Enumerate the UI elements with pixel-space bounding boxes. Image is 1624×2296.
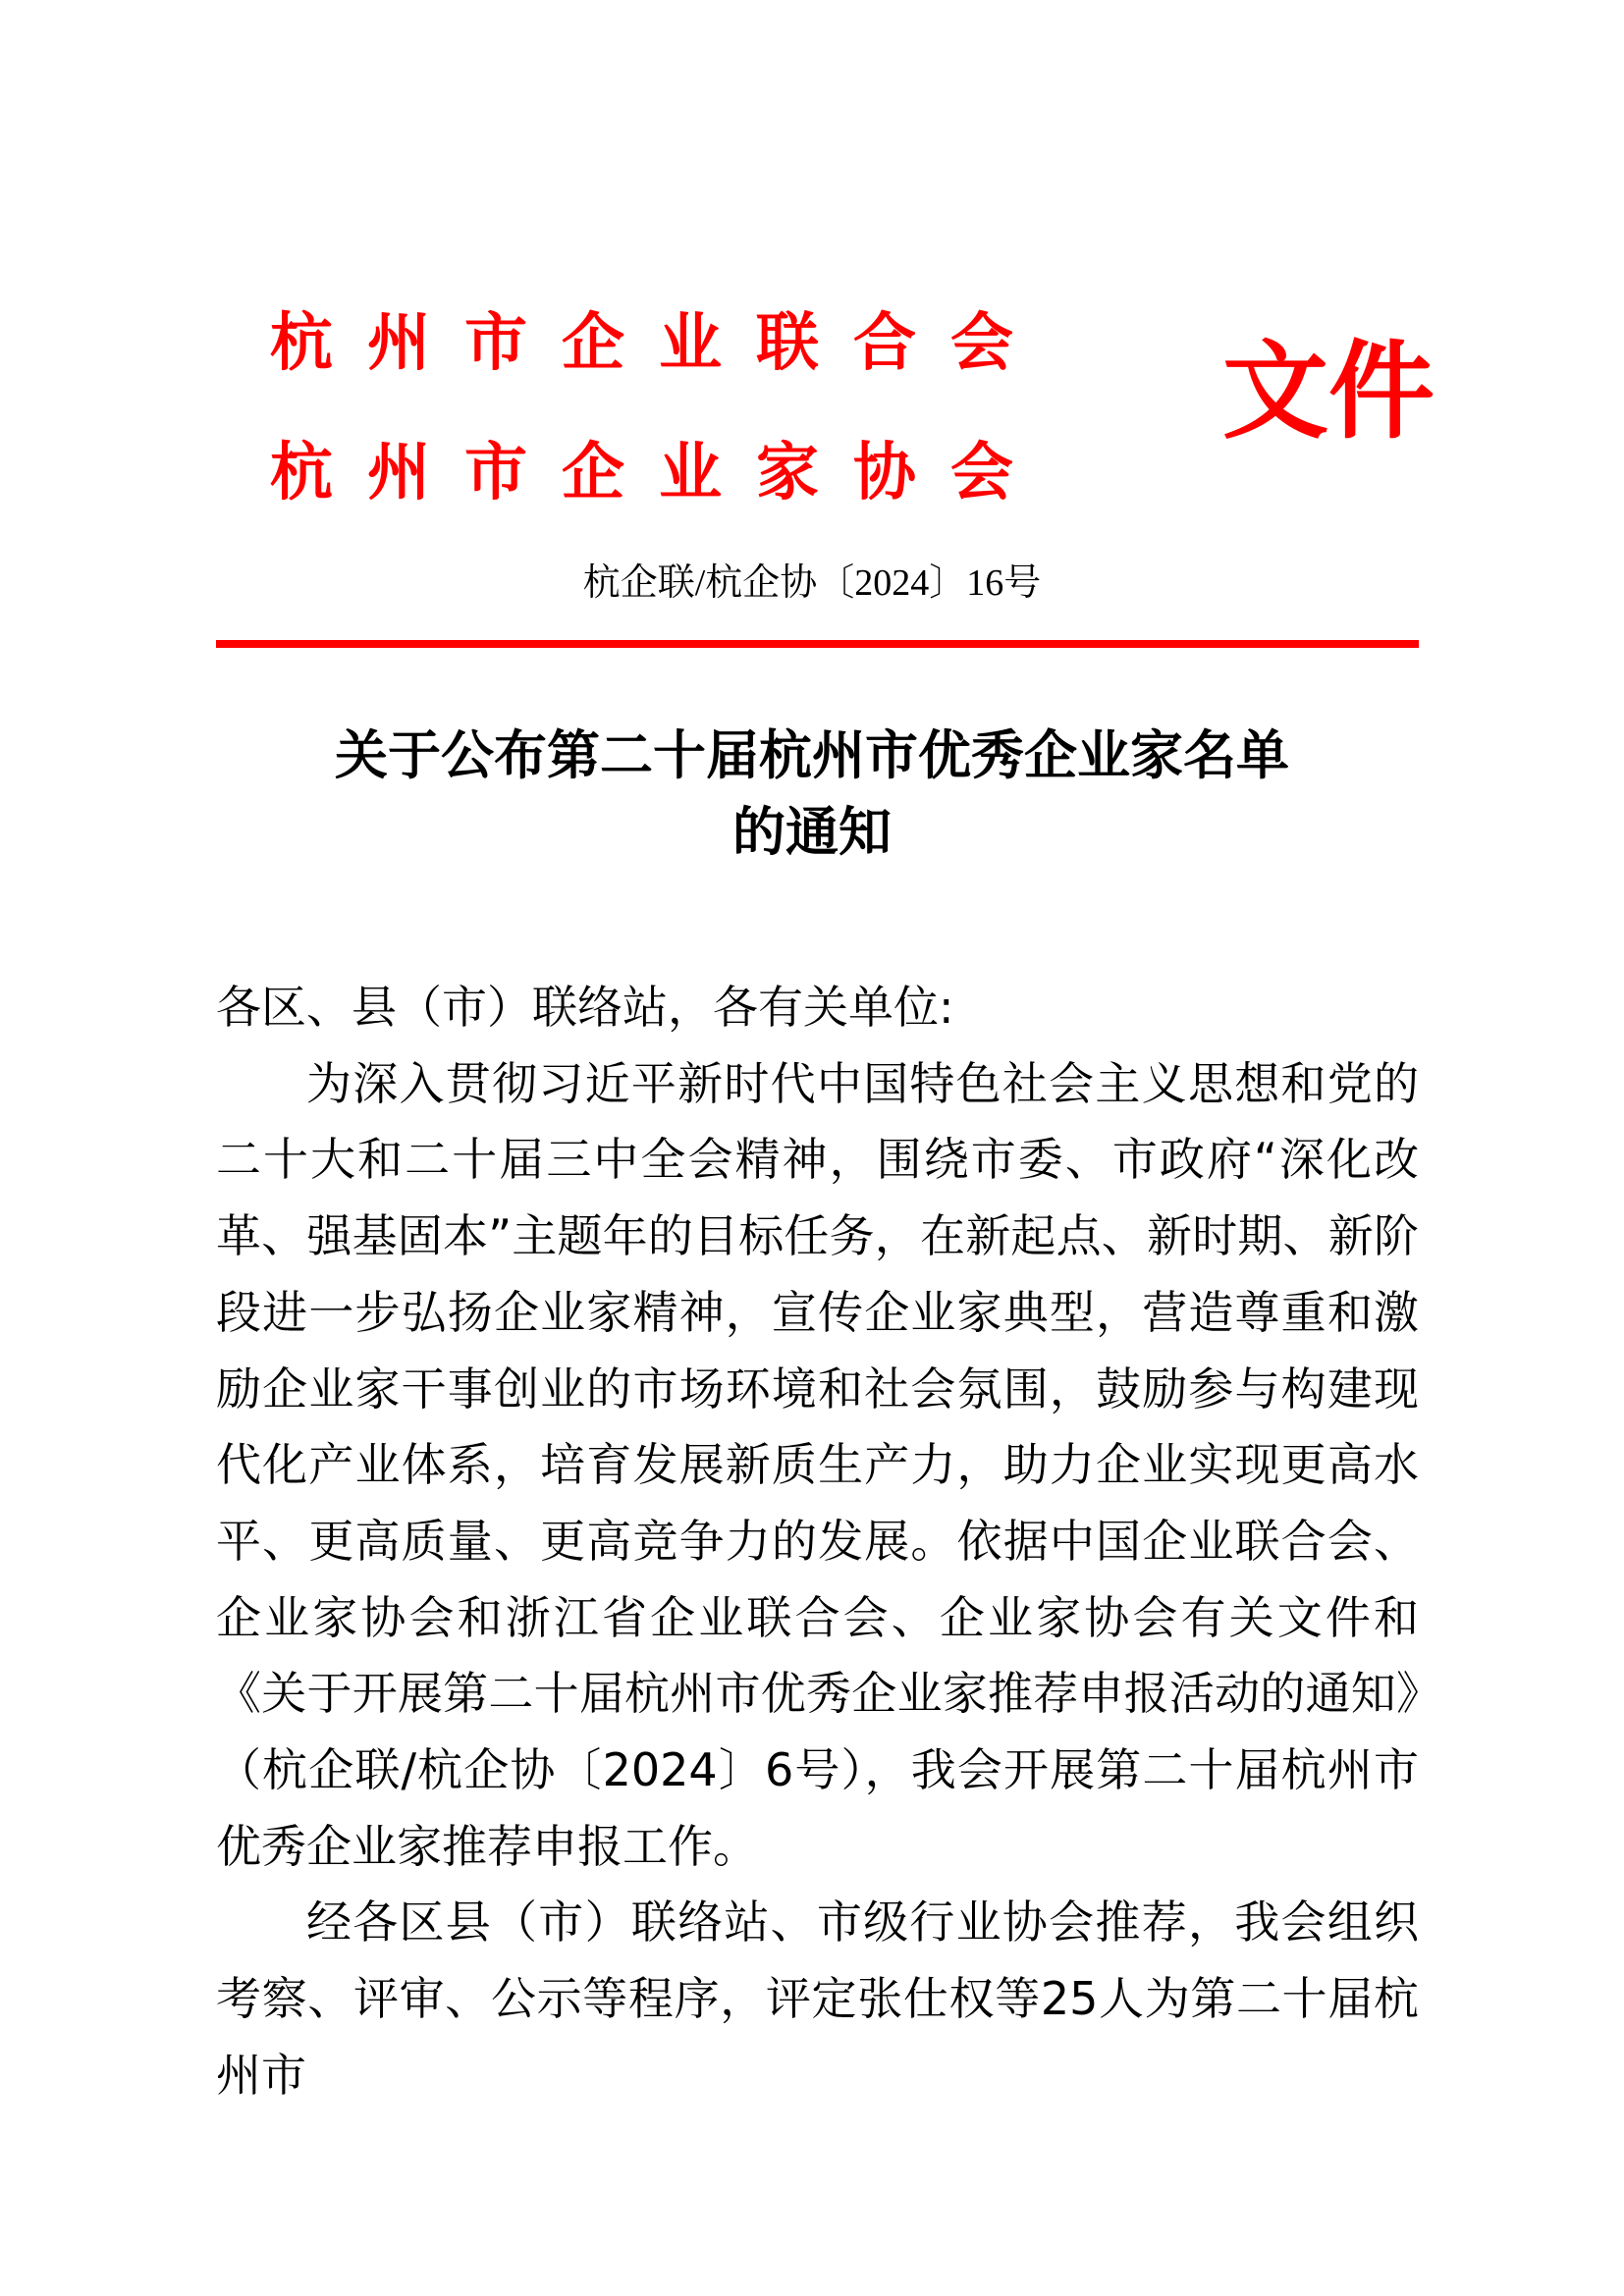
document-body [216,970,1419,2114]
document-number: 杭企联/杭企协〔2024〕16号 [582,562,1042,604]
document-title-line-2: 的通知 [732,800,892,863]
body-paragraph: 经各区县（市）联络站、市级行业协会推荐，我会组织考察、评审、公示等程序，评定张仕权等25人为第二十届杭州市 [216,1896,1419,2102]
issuer-name-association: 杭州市企业家协会 [270,436,1048,509]
issuer-name-federation: 杭州市企业联合会 [270,306,1048,380]
salutation: 各区、县（市）联络站，各有关单位: [216,981,954,1034]
body-paragraph: 为深入贯彻习近平新时代中国特色社会主义思想和党的二十大和二十届三中全会精神，围绕市委、市政府“深化改革、强基固本”主题年的目标任务，在新起点、新时期、新阶段进一步弘扬企业家精神，宣传企业家典型，营造尊重和激励企业家干事创业的市场环境和社会氛围，鼓励参与构建现代化产业体系，培育发展新质生产力，助力企业实现更高水平、更高质量、更高竞争力的发展。依据中国企业联合会、企业家协会和浙江省企业联合会、企业家协会有关文件和《关于开展第二十届杭州市优秀企业家推荐申报活动的通知》（杭企联/杭企协〔2024〕6号），我会开展第二十届杭州市优秀企业家推荐申报工作。 [216,1056,1419,1873]
document-type-label: 文件 [1222,330,1435,454]
red-divider-line [216,640,1419,648]
document-title-line-1: 关于公布第二十届杭州市优秀企业家名单 [335,723,1289,786]
